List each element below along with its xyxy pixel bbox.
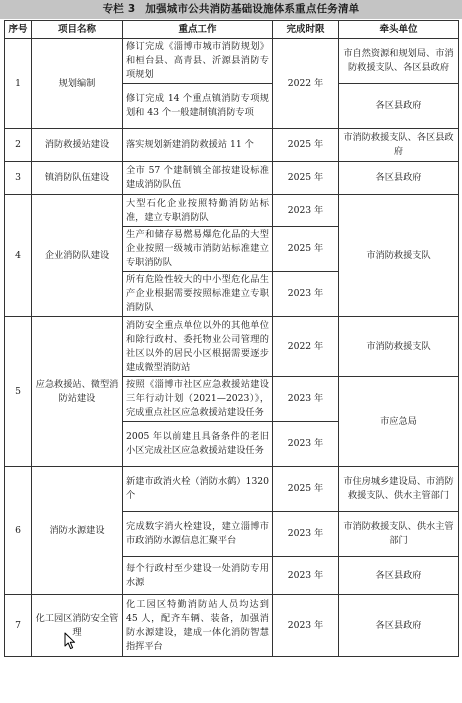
- lead-unit-cell: 各区县政府: [339, 557, 459, 595]
- project-name: 消防救援站建设: [32, 129, 123, 162]
- deadline-cell: 2022 年: [273, 39, 339, 129]
- deadline-cell: 2023 年: [273, 272, 339, 317]
- deadline-cell: 2025 年: [273, 129, 339, 162]
- lead-unit-cell: 市消防救援支队、供水主管部门: [339, 512, 459, 557]
- deadline-cell: 2025 年: [273, 467, 339, 512]
- key-work-cell: 每个行政村至少建设一处消防专用水源: [123, 557, 273, 595]
- deadline-cell: 2023 年: [273, 512, 339, 557]
- header-row: [5, 21, 459, 39]
- key-work-cell: 生产和储存易燃易爆危化品的大型企业按照一级城市消防站标准建立专职消防队: [123, 227, 273, 272]
- row-number: 3: [5, 162, 32, 195]
- deadline-cell: 2023 年: [273, 557, 339, 595]
- table-row: [5, 162, 459, 195]
- deadline-cell: 2022 年: [273, 317, 339, 377]
- project-name: 消防水源建设: [32, 467, 123, 595]
- lead-unit-cell: 各区县政府: [339, 595, 459, 657]
- header-deadline: 完成时限: [273, 21, 339, 39]
- key-work-cell: 全市 57 个建制镇全部按建设标准建成消防队伍: [123, 162, 273, 195]
- deadline-cell: 2025 年: [273, 227, 339, 272]
- lead-unit-cell: 各区县政府: [339, 162, 459, 195]
- lead-unit-cell: 市应急局: [339, 377, 459, 467]
- title-prefix: 专栏 3: [102, 3, 136, 15]
- key-work-cell: 消防安全重点单位以外的其他单位和除行政村、委托物业公司管理的社区以外的居民小区根据需要逐步建成微型消防站: [123, 317, 273, 377]
- row-number: 4: [5, 195, 32, 317]
- lead-unit-cell: 市消防救援支队: [339, 195, 459, 317]
- deadline-cell: 2023 年: [273, 377, 339, 422]
- table-title-bar: [0, 0, 462, 19]
- lead-unit-cell: 市消防救援支队: [339, 317, 459, 377]
- lead-unit-cell: 市自然资源和规划局、市消防救援支队、各区县政府: [339, 39, 459, 84]
- table-row: [5, 195, 459, 227]
- key-work-cell: 新建市政消火栓（消防水鹤）1320 个: [123, 467, 273, 512]
- title-text: 加强城市公共消防基础设施体系重点任务清单: [145, 3, 360, 15]
- key-work-cell: 落实规划新建消防救援站 11 个: [123, 129, 273, 162]
- project-name: 镇消防队伍建设: [32, 162, 123, 195]
- lead-unit-cell: 市消防救援支队、各区县政府: [339, 129, 459, 162]
- key-work-cell: 化工园区特勤消防站人员均达到 45 人，配齐车辆、装备，加强消防水源建设，建成一体化消防智慧指挥平台: [123, 595, 273, 657]
- task-list-table: [4, 20, 459, 657]
- row-number: 7: [5, 595, 32, 657]
- project-name: 企业消防队建设: [32, 195, 123, 317]
- project-name: 应急救援站、微型消防站建设: [32, 317, 123, 467]
- mouse-pointer-icon: [64, 632, 76, 650]
- header-project-name: 项目名称: [32, 21, 123, 39]
- header-no: 序号: [5, 21, 32, 39]
- table-row: [5, 129, 459, 162]
- key-work-cell: 大型石化企业按照特勤消防站标准，建立专职消防队: [123, 195, 273, 227]
- key-work-cell: 2005 年以前建且具备条件的老旧小区完成社区应急救援站建设任务: [123, 422, 273, 467]
- deadline-cell: 2023 年: [273, 595, 339, 657]
- lead-unit-cell: 各区县政府: [339, 84, 459, 129]
- deadline-cell: 2023 年: [273, 195, 339, 227]
- key-work-cell: 完成数字消火栓建设，建立淄博市市政消防水源信息汇聚平台: [123, 512, 273, 557]
- row-number: 5: [5, 317, 32, 467]
- deadline-cell: 2025 年: [273, 162, 339, 195]
- key-work-cell: 所有危险性较大的中小型危化品生产企业根据需要按照标准建立专职消防队: [123, 272, 273, 317]
- table-row: [5, 467, 459, 512]
- project-name: 化工园区消防安全管理: [32, 595, 123, 657]
- project-name: 规划编制: [32, 39, 123, 129]
- key-work-cell: 修订完成《淄博市城市消防规划》和桓台县、高青县、沂源县消防专项规划: [123, 39, 273, 84]
- table-row: [5, 39, 459, 84]
- lead-unit-cell: 市住房城乡建设局、市消防救援支队、供水主管部门: [339, 467, 459, 512]
- deadline-cell: 2023 年: [273, 422, 339, 467]
- row-number: 2: [5, 129, 32, 162]
- header-lead-unit: 牵头单位: [339, 21, 459, 39]
- row-number: 1: [5, 39, 32, 129]
- header-key-work: 重点工作: [123, 21, 273, 39]
- row-number: 6: [5, 467, 32, 595]
- key-work-cell: 按照《淄博市社区应急救援站建设三年行动计划（2021—2023）》，完成重点社区应急救援站建设任务: [123, 377, 273, 422]
- key-work-cell: 修订完成 14 个重点镇消防专项规划和 43 个一般建制镇消防专项: [123, 84, 273, 129]
- table-row: [5, 317, 459, 377]
